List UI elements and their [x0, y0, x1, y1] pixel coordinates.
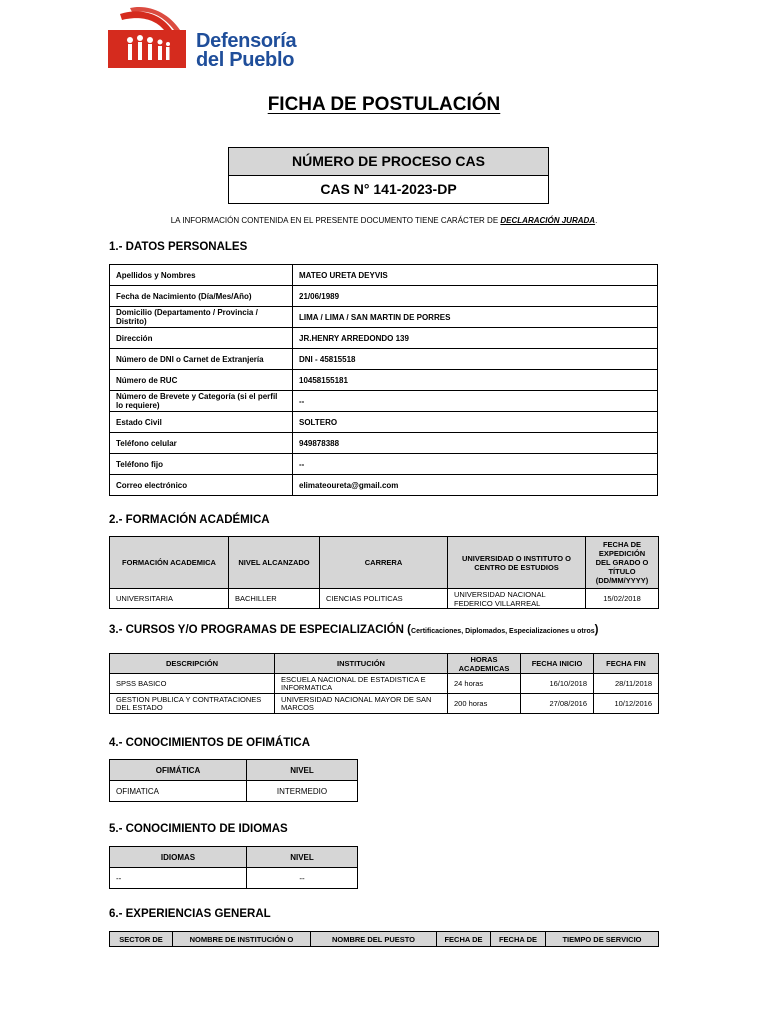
field-label: Apellidos y Nombres [110, 265, 293, 286]
defensoria-emblem-icon [108, 6, 186, 70]
table-cell: 24 horas [448, 674, 521, 694]
table-cell: UNIVERSIDAD NACIONAL FEDERICO VILLARREAL [448, 589, 586, 609]
field-label: Correo electrónico [110, 475, 293, 496]
column-header: SECTOR DE [110, 932, 173, 947]
logo-line-2: del Pueblo [196, 49, 295, 71]
table-cell: 28/11/2018 [594, 674, 659, 694]
column-header: OFIMÁTICA [110, 760, 247, 781]
languages-table [109, 846, 358, 889]
field-value: MATEO URETA DEYVIS [293, 265, 658, 286]
column-header: NIVEL [247, 760, 358, 781]
column-header: HORAS ACADEMICAS [448, 654, 521, 674]
section-title-office: 4.- CONOCIMIENTOS DE OFIMÁTICA [109, 737, 311, 749]
table-row [110, 265, 658, 286]
disclaimer-emphasis: DECLARACIÓN JURADA [500, 216, 596, 225]
column-header: NIVEL ALCANZADO [229, 537, 320, 589]
table-row [110, 589, 659, 609]
experience-table [109, 931, 659, 947]
section-title-courses [109, 624, 598, 636]
column-header: DESCRIPCIÓN [110, 654, 275, 674]
table-cell: 10/12/2016 [594, 694, 659, 714]
table-cell: 27/08/2016 [521, 694, 594, 714]
column-header: NOMBRE DE INSTITUCIÓN O [173, 932, 311, 947]
table-cell: UNIVERSITARIA [110, 589, 229, 609]
process-heading: NÚMERO DE PROCESO CAS [229, 148, 548, 176]
section-title-courses-main: 3.- CURSOS Y/O PROGRAMAS DE ESPECIALIZACIÓN ( [109, 624, 412, 636]
table-row [110, 781, 358, 802]
courses-table [109, 653, 659, 714]
field-value: DNI - 45815518 [293, 349, 658, 370]
table-cell: 16/10/2018 [521, 674, 594, 694]
table-row [110, 694, 659, 714]
table-row [110, 370, 658, 391]
column-header: FECHA DE [491, 932, 546, 947]
table-row [110, 307, 658, 328]
table-row [110, 391, 658, 412]
field-value: 949878388 [293, 433, 658, 454]
column-header: NOMBRE DEL PUESTO [311, 932, 437, 947]
table-cell: 200 horas [448, 694, 521, 714]
column-header: NIVEL [247, 847, 358, 868]
field-label: Dirección [110, 328, 293, 349]
column-header: FECHA FIN [594, 654, 659, 674]
column-header: FECHA DE EXPEDICIÓN DEL GRADO O TÍTULO (DD/MM/YYYY) [586, 537, 659, 589]
table-row [110, 412, 658, 433]
table-cell: GESTION PUBLICA Y CONTRATACIONES DEL ESTADO [110, 694, 275, 714]
table-cell: BACHILLER [229, 589, 320, 609]
column-header: FECHA DE [437, 932, 491, 947]
table-row [110, 674, 659, 694]
table-cell: CIENCIAS POLITICAS [320, 589, 448, 609]
section-title-experience: 6.- EXPERIENCIAS GENERAL [109, 908, 271, 920]
personal-data-table [109, 264, 658, 496]
table-cell: -- [110, 868, 247, 889]
disclaimer-suffix: . [595, 216, 598, 225]
field-value: SOLTERO [293, 412, 658, 433]
section-title-courses-note: Certificaciones, Diplomados, Especializaciones u otros [411, 628, 595, 635]
table-row [110, 475, 658, 496]
process-box [228, 147, 549, 204]
field-label: Fecha de Nacimiento (Día/Mes/Año) [110, 286, 293, 307]
disclaimer-prefix: LA INFORMACIÓN CONTENIDA EN EL PRESENTE DOCUMENTO TIENE CARÁCTER DE [170, 216, 501, 225]
field-label: Estado Civil [110, 412, 293, 433]
table-row [110, 433, 658, 454]
table-cell: ESCUELA NACIONAL DE ESTADISTICA E INFORMATICA [275, 674, 448, 694]
column-header: IDIOMAS [110, 847, 247, 868]
section-title-personal-data: 1.- DATOS PERSONALES [109, 241, 248, 253]
field-value: JR.HENRY ARREDONDO 139 [293, 328, 658, 349]
table-cell: 15/02/2018 [586, 589, 659, 609]
field-label: Número de RUC [110, 370, 293, 391]
office-skills-table [109, 759, 358, 802]
table-cell: -- [247, 868, 358, 889]
table-row [110, 286, 658, 307]
field-label: Teléfono fijo [110, 454, 293, 475]
column-header: TIEMPO DE SERVICIO [546, 932, 659, 947]
logo-line-1: Defensoría [196, 30, 297, 52]
table-row [110, 349, 658, 370]
page-title-text: FICHA DE POSTULACIÓN [267, 94, 501, 115]
section-title-courses-close: ) [594, 624, 599, 636]
table-row [110, 328, 658, 349]
table-cell: OFIMATICA [110, 781, 247, 802]
field-value: elimateoureta@gmail.com [293, 475, 658, 496]
field-value: 10458155181 [293, 370, 658, 391]
field-value: -- [293, 454, 658, 475]
defensoria-logo [108, 6, 308, 70]
field-label: Domicilio (Departamento / Provincia / Distrito) [110, 307, 293, 328]
section-title-academic: 2.- FORMACIÓN ACADÉMICA [109, 514, 270, 526]
process-number: CAS N° 141-2023-DP [320, 181, 457, 197]
field-value: 21/06/1989 [293, 286, 658, 307]
disclaimer [0, 216, 768, 225]
field-value: -- [293, 391, 658, 412]
column-header: UNIVERSIDAD O INSTITUTO O CENTRO DE ESTUDIOS [448, 537, 586, 589]
section-title-languages: 5.- CONOCIMIENTO DE IDIOMAS [109, 823, 288, 835]
table-row [110, 454, 658, 475]
column-header: INSTITUCIÓN [275, 654, 448, 674]
field-label: Número de DNI o Carnet de Extranjería [110, 349, 293, 370]
field-label: Teléfono celular [110, 433, 293, 454]
page-title [0, 94, 768, 116]
academic-table [109, 536, 659, 609]
table-cell: UNIVERSIDAD NACIONAL MAYOR DE SAN MARCOS [275, 694, 448, 714]
field-label: Número de Brevete y Categoría (si el perfil lo requiere) [110, 391, 293, 412]
column-header: FECHA INICIO [521, 654, 594, 674]
table-cell: INTERMEDIO [247, 781, 358, 802]
table-row [110, 868, 358, 889]
field-value: LIMA / LIMA / SAN MARTIN DE PORRES [293, 307, 658, 328]
column-header: CARRERA [320, 537, 448, 589]
table-cell: SPSS BASICO [110, 674, 275, 694]
column-header: FORMACIÓN ACADEMICA [110, 537, 229, 589]
logo-wordmark [196, 32, 296, 70]
